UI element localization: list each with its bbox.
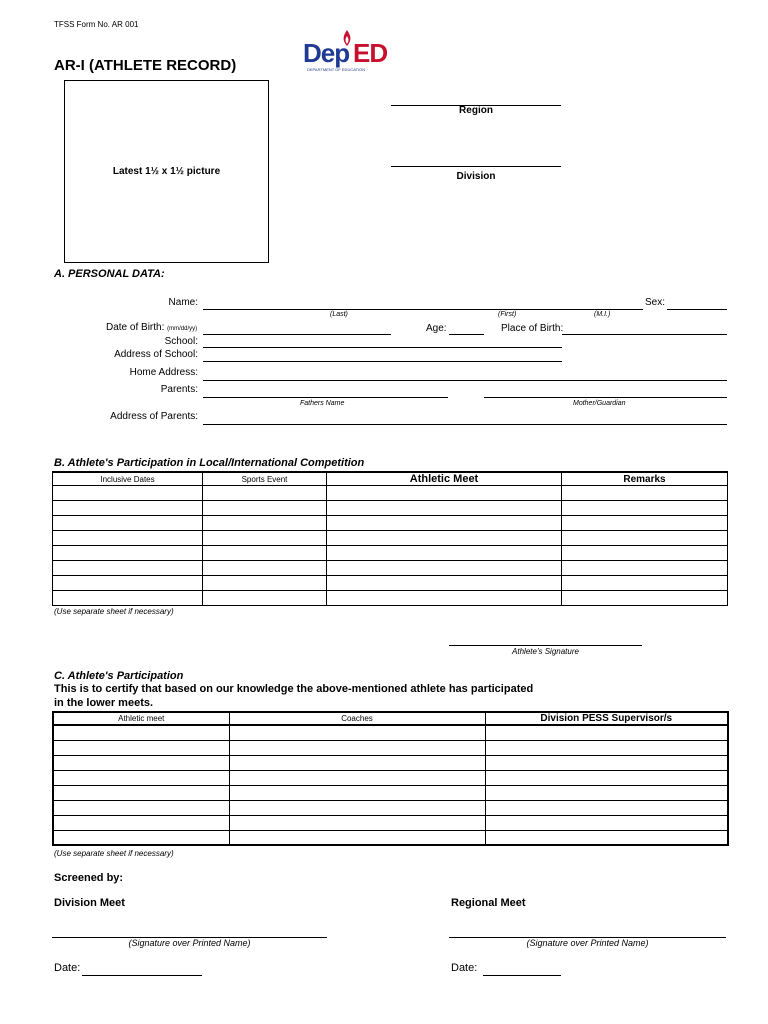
- table-cell[interactable]: [485, 785, 728, 800]
- table-cell[interactable]: [203, 561, 327, 576]
- regional-signature-label: (Signature over Printed Name): [526, 938, 649, 948]
- lower-meets-table-header: [53, 712, 728, 725]
- section-a-heading: A. PERSONAL DATA:: [54, 268, 165, 280]
- table-cell[interactable]: [203, 501, 327, 516]
- school-address-field[interactable]: [203, 361, 562, 362]
- athlete-signature-label: Athlete's Signature: [512, 647, 579, 656]
- table-cell[interactable]: [562, 486, 728, 501]
- table-cell[interactable]: [327, 576, 562, 591]
- table-cell[interactable]: [485, 725, 728, 740]
- deped-logo: [303, 28, 395, 74]
- table-cell[interactable]: [229, 725, 485, 740]
- division-signature-label: (Signature over Printed Name): [128, 938, 251, 948]
- parents-address-label: Address of Parents:: [110, 411, 198, 422]
- logo-text-dep: Dep: [303, 38, 350, 68]
- form-title: AR-I (ATHLETE RECORD): [54, 57, 237, 74]
- screened-by-label: Screened by:: [54, 872, 124, 884]
- certify-line-1: This is to certify that based on our knowledge the above-mentioned athlete has participated: [54, 683, 534, 695]
- table-cell[interactable]: [229, 770, 485, 785]
- table-cell[interactable]: [53, 591, 203, 606]
- table-row: [53, 770, 728, 785]
- table-cell[interactable]: [562, 501, 728, 516]
- photo-box-label: Latest 1½ x 1½ picture: [112, 166, 221, 177]
- table-cell[interactable]: [53, 770, 229, 785]
- section-b-note: (Use separate sheet if necessary): [54, 607, 174, 616]
- competition-table: [52, 471, 728, 606]
- mother-field[interactable]: [484, 397, 727, 398]
- table-cell[interactable]: [562, 546, 728, 561]
- table-cell[interactable]: [485, 830, 728, 845]
- column-header: Inclusive Dates: [53, 472, 203, 486]
- table-cell[interactable]: [229, 740, 485, 755]
- regional-date-field[interactable]: [483, 975, 561, 976]
- table-cell[interactable]: [327, 486, 562, 501]
- table-cell[interactable]: [485, 815, 728, 830]
- dob-format: (mm/dd/yy): [167, 326, 198, 332]
- table-cell[interactable]: [229, 785, 485, 800]
- table-cell[interactable]: [229, 815, 485, 830]
- table-row: [53, 785, 728, 800]
- table-cell[interactable]: [229, 830, 485, 845]
- form-number: TFSS Form No. AR 001: [54, 20, 139, 29]
- sex-field[interactable]: [667, 309, 727, 310]
- table-cell[interactable]: [53, 561, 203, 576]
- table-cell[interactable]: [203, 516, 327, 531]
- table-row: [53, 740, 728, 755]
- column-header: Sports Event: [203, 472, 327, 486]
- section-c-heading: C. Athlete's Participation: [54, 670, 184, 682]
- section-c-note: (Use separate sheet if necessary): [54, 849, 174, 858]
- name-sub-mi: (M.I.): [594, 311, 611, 318]
- table-row: [53, 800, 728, 815]
- name-label: Name:: [168, 297, 198, 308]
- name-field[interactable]: [203, 309, 643, 310]
- dob-field[interactable]: [203, 334, 391, 335]
- table-cell[interactable]: [485, 740, 728, 755]
- table-cell[interactable]: [53, 486, 203, 501]
- parents-address-field[interactable]: [203, 424, 727, 425]
- table-cell[interactable]: [53, 755, 229, 770]
- logo-text-ed: ED: [353, 38, 388, 68]
- column-header: Athletic Meet: [327, 472, 562, 486]
- pob-field[interactable]: [562, 334, 727, 335]
- section-b-heading: B. Athlete's Participation in Local/International Competition: [54, 457, 365, 469]
- regional-meet-label: Regional Meet: [451, 897, 526, 909]
- dob-label: [106, 322, 197, 333]
- school-label: School:: [164, 336, 198, 347]
- table-cell[interactable]: [327, 561, 562, 576]
- logo-tagline: DEPARTMENT OF EDUCATION: [307, 67, 366, 72]
- table-cell[interactable]: [562, 576, 728, 591]
- photo-box[interactable]: [64, 80, 269, 263]
- regional-date-label: Date:: [451, 962, 478, 974]
- school-address-label: Address of School:: [114, 349, 198, 360]
- father-field[interactable]: [203, 397, 448, 398]
- table-cell[interactable]: [203, 546, 327, 561]
- age-label: Age:: [426, 323, 447, 334]
- table-row: [53, 725, 728, 740]
- table-row: [53, 516, 728, 531]
- table-cell[interactable]: [53, 546, 203, 561]
- region-label: Region: [459, 105, 493, 116]
- table-cell[interactable]: [53, 516, 203, 531]
- table-cell[interactable]: [485, 800, 728, 815]
- mother-sub: Mother/Guardian: [573, 400, 626, 407]
- home-address-field[interactable]: [203, 380, 727, 381]
- table-row: [53, 561, 728, 576]
- division-meet-label: Division Meet: [54, 897, 125, 909]
- parents-label: Parents:: [160, 384, 198, 395]
- division-date-label: Date:: [54, 962, 81, 974]
- table-row: [53, 531, 728, 546]
- athlete-signature-line[interactable]: [449, 645, 642, 646]
- table-row: [53, 591, 728, 606]
- column-header: Coaches: [229, 712, 485, 725]
- table-cell[interactable]: [327, 591, 562, 606]
- table-cell[interactable]: [485, 770, 728, 785]
- table-cell[interactable]: [53, 531, 203, 546]
- column-header: Remarks: [562, 472, 728, 486]
- table-cell[interactable]: [327, 516, 562, 531]
- sex-label: Sex:: [645, 297, 666, 308]
- table-row: [53, 486, 728, 501]
- table-cell[interactable]: [53, 501, 203, 516]
- table-cell[interactable]: [53, 576, 203, 591]
- father-sub: Fathers Name: [300, 400, 345, 407]
- dob-label-text: Date of Birth:: [106, 322, 165, 333]
- table-cell[interactable]: [53, 815, 229, 830]
- age-field[interactable]: [449, 334, 484, 335]
- division-line[interactable]: [391, 166, 561, 167]
- certify-line-2: in the lower meets.: [54, 697, 154, 709]
- table-cell[interactable]: [203, 576, 327, 591]
- name-sub-last: (Last): [330, 311, 348, 318]
- table-row: [53, 501, 728, 516]
- table-cell[interactable]: [53, 725, 229, 740]
- table-cell[interactable]: [327, 531, 562, 546]
- division-date-field[interactable]: [82, 975, 202, 976]
- table-cell[interactable]: [562, 561, 728, 576]
- table-row: [53, 576, 728, 591]
- table-row: [53, 815, 728, 830]
- home-address-label: Home Address:: [129, 367, 198, 378]
- school-field[interactable]: [203, 347, 562, 348]
- column-header: Athletic meet: [53, 712, 229, 725]
- table-cell[interactable]: [327, 501, 562, 516]
- division-label: Division: [456, 171, 496, 182]
- table-row: [53, 546, 728, 561]
- table-cell[interactable]: [53, 800, 229, 815]
- pob-label: Place of Birth:: [501, 323, 564, 334]
- table-row: [53, 830, 728, 845]
- name-sub-first: (First): [498, 311, 517, 318]
- table-cell[interactable]: [229, 755, 485, 770]
- column-header: Division PESS Supervisor/s: [485, 712, 728, 725]
- table-cell[interactable]: [53, 785, 229, 800]
- lower-meets-table: [52, 711, 729, 846]
- table-cell[interactable]: [203, 486, 327, 501]
- table-cell[interactable]: [562, 591, 728, 606]
- table-cell[interactable]: [562, 516, 728, 531]
- table-cell[interactable]: [203, 591, 327, 606]
- table-cell[interactable]: [562, 531, 728, 546]
- competition-table-header: [53, 472, 728, 486]
- table-cell[interactable]: [327, 546, 562, 561]
- table-cell[interactable]: [485, 755, 728, 770]
- table-cell[interactable]: [229, 800, 485, 815]
- table-cell[interactable]: [53, 830, 229, 845]
- table-row: [53, 755, 728, 770]
- table-cell[interactable]: [203, 531, 327, 546]
- table-cell[interactable]: [53, 740, 229, 755]
